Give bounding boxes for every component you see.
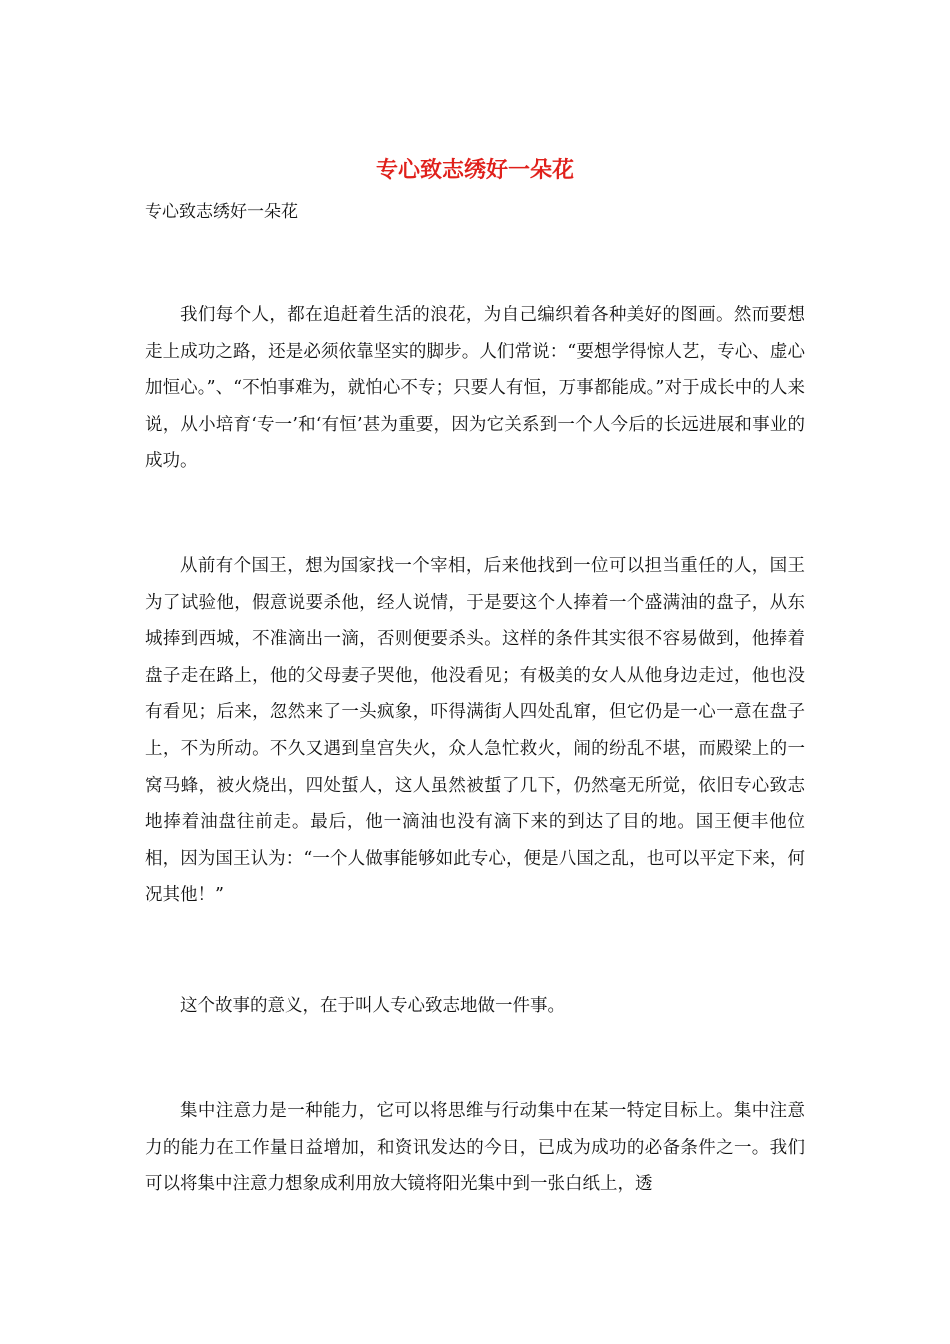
paragraph-3: 这个故事的意义，在于叫人专心致志地做一件事。 — [180, 996, 565, 1016]
paragraph-1: 我们每个人，都在追赶着生活的浪花，为自己编织着各种美好的图画。然而要想走上成功之路，还是必须依靠坚实的脚步。人们常说：“要想学得惊人艺，专心、虚心加恒心。”、“不怕事难为，就怕心不专；只要人有恒，万事都能成。”对于成长中的人来说，从小培育‘专一’和‘有恒’甚为重要，因为它关系到一个人今后的长远进展和事业的成功。 — [145, 305, 805, 472]
paragraph-2: 从前有个国王，想为国家找一个宰相，后来他找到一位可以担当重任的人，国王为了试验他，假意说要杀他，经人说情，于是要这个人捧着一个盛满油的盘子，从东城捧到西城，不准滴出一滴，否则便要杀头。这样的条件其实很不容易做到，他捧着盘子走在路上，他的父母妻子哭他，他没看见；有极美的女人从他身边走过，他也没有看见；后来，忽然来了一头疯象，吓得满街人四处乱窜，但它仍是一心一意在盘子上，不为所动。不久又遇到皇宫失火，众人急忙救火，闹的纷乱不堪，而殿梁上的一窝马蜂，被火烧出，四处蜇人，这人虽然被蜇了几下，仍然毫无所觉，依旧专心致志地捧着油盘往前走。最后，他一滴油也没有滴下来的到达了目的地。国王便丰他位相，因为国王认为：“一个人做事能够如此专心，便是八国之乱，也可以平定下来，何况其他！” — [145, 556, 805, 906]
document-subtitle: 专心致志绣好一朵花 — [145, 202, 298, 222]
document-title: 专心致志绣好一朵花 — [375, 157, 574, 183]
paragraph-4: 集中注意力是一种能力，它可以将思维与行动集中在某一特定目标上。集中注意力的能力在工作量日益增加，和资讯发达的今日，已成为成功的必备条件之一。我们可以将集中注意力想象成利用放大镜将阳光集中到一张白纸上，透 — [145, 1101, 805, 1195]
